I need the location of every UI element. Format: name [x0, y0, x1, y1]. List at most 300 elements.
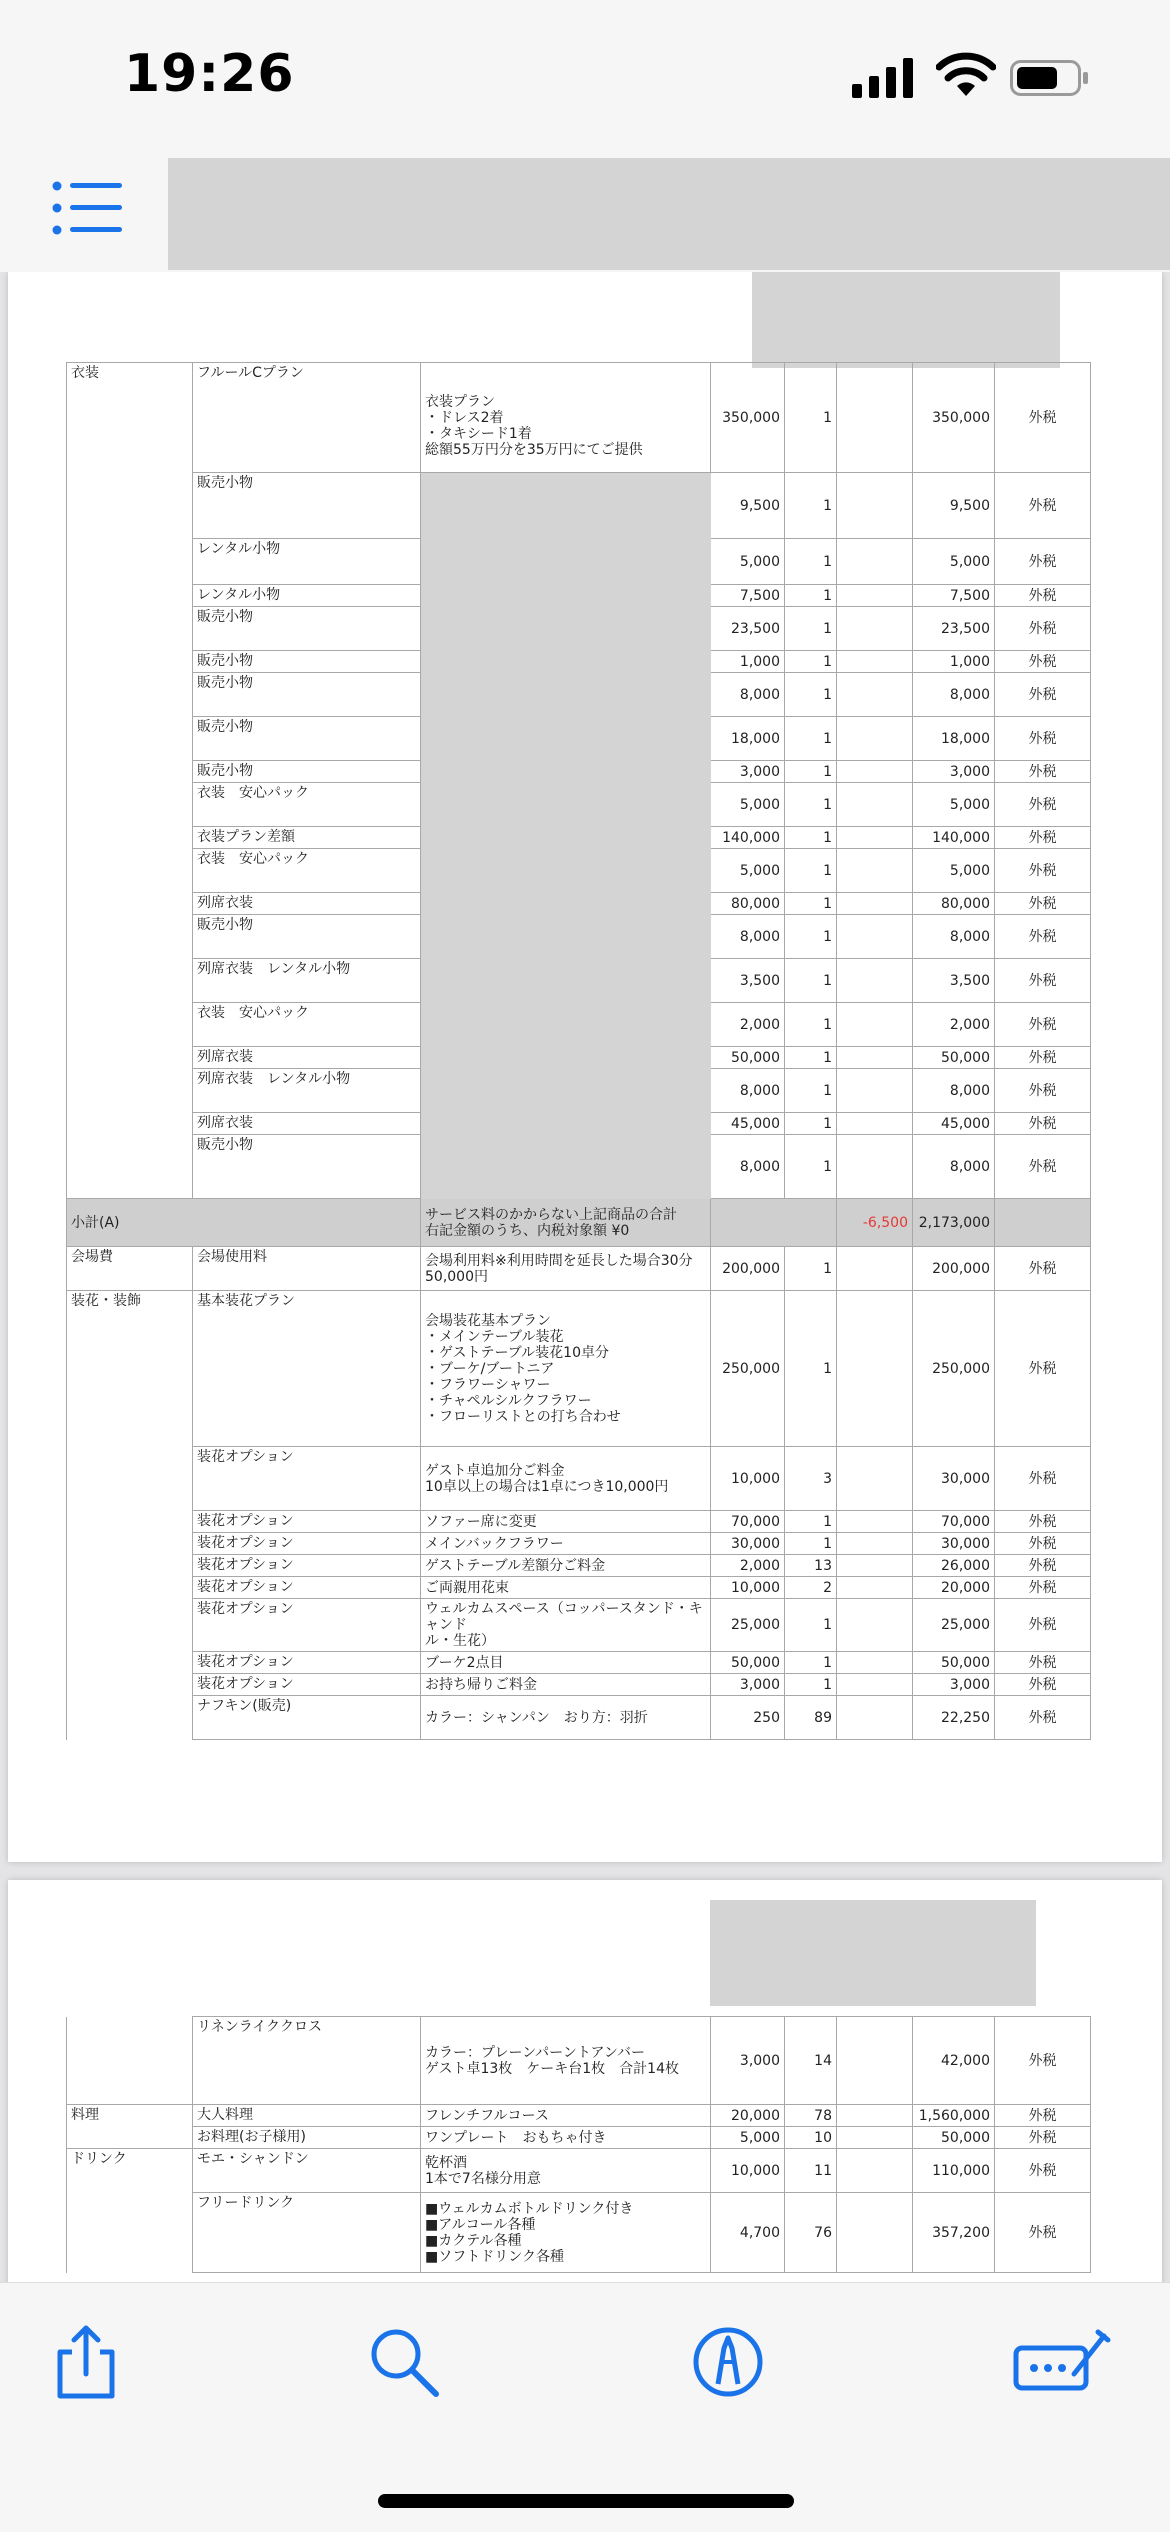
discount-cell — [837, 1291, 913, 1447]
tax-type-cell: 外税 — [995, 1652, 1091, 1674]
item-name-cell: 衣装 安心パック — [193, 849, 421, 893]
category-cell — [67, 1003, 193, 1047]
redacted-header-block — [752, 272, 1060, 368]
category-cell — [67, 1533, 193, 1555]
unit-price-cell: 50,000 — [711, 1652, 785, 1674]
amount-cell: 110,000 — [913, 2149, 995, 2193]
description-cell: フレンチフルコース — [421, 2105, 711, 2127]
discount-cell — [837, 783, 913, 827]
table-row — [67, 585, 1091, 607]
item-name-cell: 列席衣装 — [193, 1047, 421, 1069]
quantity-cell: 1 — [785, 717, 837, 761]
description-cell — [421, 585, 711, 607]
amount-cell: 5,000 — [913, 539, 995, 585]
subtotal-empty — [995, 1199, 1091, 1247]
category-cell — [67, 1599, 193, 1652]
table-row — [67, 2105, 1091, 2127]
tax-type-cell: 外税 — [995, 783, 1091, 827]
subtotal-amount: 2,173,000 — [913, 1199, 995, 1247]
list-menu-icon[interactable] — [52, 180, 124, 236]
tax-type-cell: 外税 — [995, 959, 1091, 1003]
item-name-cell: 列席衣装 レンタル小物 — [193, 1069, 421, 1113]
unit-price-cell: 8,000 — [711, 915, 785, 959]
amount-cell: 50,000 — [913, 1047, 995, 1069]
tax-type-cell: 外税 — [995, 849, 1091, 893]
item-name-cell: 販売小物 — [193, 1135, 421, 1199]
unit-price-cell: 250,000 — [711, 1291, 785, 1447]
table-row — [67, 1291, 1091, 1447]
amount-cell: 50,000 — [913, 2127, 995, 2149]
description-cell: ゲストテーブル差額分ご料金 — [421, 1555, 711, 1577]
discount-cell — [837, 1533, 913, 1555]
unit-price-cell: 8,000 — [711, 1135, 785, 1199]
item-name-cell: 販売小物 — [193, 761, 421, 783]
description-cell: ■ウェルカムボトルドリンク付き ■アルコール各種 ■カクテル各種 ■ソフトドリンク各種 — [421, 2193, 711, 2273]
cellular-signal-icon — [852, 58, 914, 98]
discount-cell — [837, 1047, 913, 1069]
tax-type-cell: 外税 — [995, 717, 1091, 761]
item-name-cell: レンタル小物 — [193, 585, 421, 607]
unit-price-cell: 10,000 — [711, 1577, 785, 1599]
table-row — [67, 1696, 1091, 1740]
table-row — [67, 761, 1091, 783]
tax-type-cell: 外税 — [995, 893, 1091, 915]
discount-cell — [837, 2127, 913, 2149]
discount-cell — [837, 539, 913, 585]
quantity-cell: 1 — [785, 1533, 837, 1555]
description-cell — [421, 539, 711, 585]
quantity-cell: 76 — [785, 2193, 837, 2273]
amount-cell: 5,000 — [913, 783, 995, 827]
discount-cell — [837, 761, 913, 783]
description-cell: カラー：シャンパン おり方：羽折 — [421, 1696, 711, 1740]
item-name-cell: 衣装 安心パック — [193, 1003, 421, 1047]
description-cell: お持ち帰りご料金 — [421, 1674, 711, 1696]
subtotal-discount: -6,500 — [837, 1199, 913, 1247]
description-cell — [421, 783, 711, 827]
unit-price-cell: 18,000 — [711, 717, 785, 761]
table-row — [67, 717, 1091, 761]
quantity-cell: 1 — [785, 959, 837, 1003]
category-cell — [67, 1696, 193, 1740]
table-row — [67, 363, 1091, 473]
tax-type-cell: 外税 — [995, 2193, 1091, 2273]
unit-price-cell: 7,500 — [711, 585, 785, 607]
category-cell — [67, 849, 193, 893]
description-cell — [421, 717, 711, 761]
wifi-icon — [936, 52, 996, 98]
description-cell: ブーケ2点目 — [421, 1652, 711, 1674]
item-name-cell: 装花オプション — [193, 1555, 421, 1577]
description-cell: 乾杯酒 1本で7名様分用意 — [421, 2149, 711, 2193]
item-name-cell: 基本装花プラン — [193, 1291, 421, 1447]
amount-cell: 1,560,000 — [913, 2105, 995, 2127]
quantity-cell: 89 — [785, 1696, 837, 1740]
description-cell — [421, 607, 711, 651]
amount-cell: 70,000 — [913, 1511, 995, 1533]
amount-cell: 3,000 — [913, 1674, 995, 1696]
item-name-cell: 装花オプション — [193, 1599, 421, 1652]
item-name-cell: レンタル小物 — [193, 539, 421, 585]
table-row — [67, 1247, 1091, 1291]
category-cell — [67, 717, 193, 761]
description-cell — [421, 1003, 711, 1047]
discount-cell — [837, 915, 913, 959]
tax-type-cell: 外税 — [995, 1533, 1091, 1555]
pdf-page-1 — [8, 272, 1162, 1862]
amount-cell: 1,000 — [913, 651, 995, 673]
item-name-cell: 列席衣装 — [193, 1113, 421, 1135]
item-name-cell: 販売小物 — [193, 717, 421, 761]
tax-type-cell: 外税 — [995, 673, 1091, 717]
category-cell — [67, 1652, 193, 1674]
quantity-cell: 14 — [785, 2017, 837, 2105]
unit-price-cell: 70,000 — [711, 1511, 785, 1533]
amount-cell: 22,250 — [913, 1696, 995, 1740]
table-row — [67, 651, 1091, 673]
unit-price-cell: 30,000 — [711, 1533, 785, 1555]
unit-price-cell: 3,000 — [711, 1674, 785, 1696]
quantity-cell: 1 — [785, 1291, 837, 1447]
category-cell: 装花・装飾 — [67, 1291, 193, 1447]
item-name-cell: 装花オプション — [193, 1447, 421, 1511]
unit-price-cell: 10,000 — [711, 1447, 785, 1511]
description-cell: ウェルカムスペース（コッパースタンド・キャンド ル・生花） — [421, 1599, 711, 1652]
discount-cell — [837, 1135, 913, 1199]
item-name-cell: 販売小物 — [193, 607, 421, 651]
item-name-cell: お料理(お子様用) — [193, 2127, 421, 2149]
unit-price-cell: 200,000 — [711, 1247, 785, 1291]
table-row — [67, 1447, 1091, 1511]
quantity-cell: 1 — [785, 1511, 837, 1533]
amount-cell: 3,500 — [913, 959, 995, 1003]
unit-price-cell: 20,000 — [711, 2105, 785, 2127]
item-name-cell: 会場使用料 — [193, 1247, 421, 1291]
quantity-cell: 1 — [785, 1674, 837, 1696]
category-cell — [67, 2127, 193, 2149]
table-row — [67, 1652, 1091, 1674]
table-row — [67, 1674, 1091, 1696]
category-cell — [67, 473, 193, 539]
tax-type-cell: 外税 — [995, 473, 1091, 539]
unit-price-cell: 8,000 — [711, 1069, 785, 1113]
quantity-cell: 1 — [785, 673, 837, 717]
category-cell — [67, 651, 193, 673]
discount-cell — [837, 2017, 913, 2105]
description-cell — [421, 651, 711, 673]
unit-price-cell: 80,000 — [711, 893, 785, 915]
table-row — [67, 915, 1091, 959]
item-name-cell: フルールCプラン — [193, 363, 421, 473]
estimate-table-page-1 — [66, 362, 1091, 1740]
description-cell — [421, 673, 711, 717]
quantity-cell: 1 — [785, 1652, 837, 1674]
quantity-cell: 1 — [785, 1069, 837, 1113]
discount-cell — [837, 1447, 913, 1511]
unit-price-cell: 3,000 — [711, 761, 785, 783]
discount-cell — [837, 2105, 913, 2127]
item-name-cell: 装花オプション — [193, 1577, 421, 1599]
tax-type-cell: 外税 — [995, 1447, 1091, 1511]
subtotal-label: 小計(A) — [67, 1199, 421, 1247]
description-cell — [421, 1135, 711, 1199]
quantity-cell: 1 — [785, 363, 837, 473]
home-indicator[interactable] — [378, 2494, 794, 2508]
category-cell — [67, 1447, 193, 1511]
unit-price-cell: 25,000 — [711, 1599, 785, 1652]
amount-cell: 30,000 — [913, 1447, 995, 1511]
table-row — [67, 1577, 1091, 1599]
table-row — [67, 2017, 1091, 2105]
tax-type-cell: 外税 — [995, 1247, 1091, 1291]
redacted-header-block — [710, 1900, 1036, 2006]
tax-type-cell: 外税 — [995, 607, 1091, 651]
item-name-cell: 販売小物 — [193, 651, 421, 673]
amount-cell: 200,000 — [913, 1247, 995, 1291]
unit-price-cell: 8,000 — [711, 673, 785, 717]
quantity-cell: 1 — [785, 473, 837, 539]
table-row — [67, 2127, 1091, 2149]
quantity-cell: 78 — [785, 2105, 837, 2127]
item-name-cell: 販売小物 — [193, 473, 421, 539]
category-cell — [67, 1511, 193, 1533]
amount-cell: 25,000 — [913, 1599, 995, 1652]
description-cell — [421, 761, 711, 783]
discount-cell — [837, 827, 913, 849]
amount-cell: 45,000 — [913, 1113, 995, 1135]
category-cell — [67, 2017, 193, 2105]
table-row — [67, 1113, 1091, 1135]
discount-cell — [837, 1652, 913, 1674]
unit-price-cell: 5,000 — [711, 539, 785, 585]
table-row — [67, 849, 1091, 893]
tax-type-cell: 外税 — [995, 1291, 1091, 1447]
category-cell — [67, 1069, 193, 1113]
amount-cell: 80,000 — [913, 893, 995, 915]
unit-price-cell: 10,000 — [711, 2149, 785, 2193]
item-name-cell: 装花オプション — [193, 1674, 421, 1696]
unit-price-cell: 3,500 — [711, 959, 785, 1003]
tax-type-cell: 外税 — [995, 1003, 1091, 1047]
amount-cell: 8,000 — [913, 1069, 995, 1113]
discount-cell — [837, 849, 913, 893]
description-cell: ゲスト卓追加分ご料金 10卓以上の場合は1卓につき10,000円 — [421, 1447, 711, 1511]
amount-cell: 50,000 — [913, 1652, 995, 1674]
tax-type-cell: 外税 — [995, 1555, 1091, 1577]
quantity-cell: 1 — [785, 1047, 837, 1069]
category-cell — [67, 1135, 193, 1199]
tax-type-cell: 外税 — [995, 1577, 1091, 1599]
amount-cell: 8,000 — [913, 673, 995, 717]
subtotal-row — [67, 1199, 1091, 1247]
table-row — [67, 607, 1091, 651]
tax-type-cell: 外税 — [995, 1047, 1091, 1069]
table-row — [67, 1599, 1091, 1652]
tax-type-cell: 外税 — [995, 915, 1091, 959]
category-cell — [67, 827, 193, 849]
description-cell: メインバックフラワー — [421, 1533, 711, 1555]
quantity-cell: 3 — [785, 1447, 837, 1511]
amount-cell: 8,000 — [913, 915, 995, 959]
amount-cell: 23,500 — [913, 607, 995, 651]
item-name-cell: 販売小物 — [193, 915, 421, 959]
quantity-cell: 11 — [785, 2149, 837, 2193]
estimate-table-page-2 — [66, 2016, 1091, 2273]
amount-cell: 26,000 — [913, 1555, 995, 1577]
unit-price-cell: 3,000 — [711, 2017, 785, 2105]
quantity-cell: 1 — [785, 607, 837, 651]
discount-cell — [837, 959, 913, 1003]
tax-type-cell: 外税 — [995, 1599, 1091, 1652]
share-icon[interactable] — [46, 2322, 126, 2402]
description-cell — [421, 1069, 711, 1113]
unit-price-cell: 250 — [711, 1696, 785, 1740]
tax-type-cell: 外税 — [995, 2127, 1091, 2149]
unit-price-cell: 350,000 — [711, 363, 785, 473]
description-cell: カラー：プレーンパーントアンバー ゲスト卓13枚 ケーキ台1枚 合計14枚 — [421, 2017, 711, 2105]
category-cell: ドリンク — [67, 2149, 193, 2193]
unit-price-cell: 5,000 — [711, 849, 785, 893]
tax-type-cell: 外税 — [995, 539, 1091, 585]
amount-cell: 357,200 — [913, 2193, 995, 2273]
discount-cell — [837, 651, 913, 673]
subtotal-empty — [711, 1199, 837, 1247]
item-name-cell: 装花オプション — [193, 1652, 421, 1674]
status-time: 19:26 — [124, 44, 295, 104]
tax-type-cell: 外税 — [995, 761, 1091, 783]
discount-cell — [837, 1069, 913, 1113]
unit-price-cell: 1,000 — [711, 651, 785, 673]
discount-cell — [837, 1674, 913, 1696]
discount-cell — [837, 363, 913, 473]
tax-type-cell: 外税 — [995, 1674, 1091, 1696]
amount-cell: 350,000 — [913, 363, 995, 473]
category-cell — [67, 2193, 193, 2273]
quantity-cell: 2 — [785, 1577, 837, 1599]
table-row — [67, 1533, 1091, 1555]
tax-type-cell: 外税 — [995, 2017, 1091, 2105]
unit-price-cell: 9,500 — [711, 473, 785, 539]
item-name-cell: 大人料理 — [193, 2105, 421, 2127]
quantity-cell: 1 — [785, 827, 837, 849]
quantity-cell: 1 — [785, 893, 837, 915]
tax-type-cell: 外税 — [995, 2149, 1091, 2193]
category-cell: 会場費 — [67, 1247, 193, 1291]
amount-cell: 30,000 — [913, 1533, 995, 1555]
category-cell — [67, 783, 193, 827]
item-name-cell: 装花オプション — [193, 1533, 421, 1555]
quantity-cell: 1 — [785, 1113, 837, 1135]
category-cell — [67, 539, 193, 585]
table-row — [67, 1135, 1091, 1199]
item-name-cell: モエ・シャンドン — [193, 2149, 421, 2193]
quantity-cell: 1 — [785, 1135, 837, 1199]
discount-cell — [837, 1113, 913, 1135]
unit-price-cell: 45,000 — [711, 1113, 785, 1135]
category-cell — [67, 959, 193, 1003]
category-cell — [67, 1577, 193, 1599]
item-name-cell: 列席衣装 レンタル小物 — [193, 959, 421, 1003]
amount-cell: 140,000 — [913, 827, 995, 849]
table-row — [67, 1047, 1091, 1069]
item-name-cell: 衣装プラン差額 — [193, 827, 421, 849]
amount-cell: 7,500 — [913, 585, 995, 607]
discount-cell — [837, 2193, 913, 2273]
table-row — [67, 1511, 1091, 1533]
discount-cell — [837, 607, 913, 651]
description-cell — [421, 893, 711, 915]
amount-cell: 3,000 — [913, 761, 995, 783]
discount-cell — [837, 1577, 913, 1599]
document-scroll-area[interactable] — [0, 272, 1170, 2282]
description-cell — [421, 959, 711, 1003]
discount-cell — [837, 717, 913, 761]
category-cell: 料理 — [67, 2105, 193, 2127]
item-name-cell: 衣装 安心パック — [193, 783, 421, 827]
quantity-cell: 1 — [785, 761, 837, 783]
description-cell: 会場利用料※利用時間を延長した場合30分 50,000円 — [421, 1247, 711, 1291]
quantity-cell: 1 — [785, 915, 837, 959]
tax-type-cell: 外税 — [995, 1135, 1091, 1199]
tax-type-cell: 外税 — [995, 1069, 1091, 1113]
amount-cell: 18,000 — [913, 717, 995, 761]
category-cell — [67, 1674, 193, 1696]
quantity-cell: 1 — [785, 1599, 837, 1652]
category-cell — [67, 1047, 193, 1069]
category-cell — [67, 1555, 193, 1577]
signature-icon[interactable] — [1012, 2322, 1112, 2402]
description-cell: ご両親用花束 — [421, 1577, 711, 1599]
category-cell — [67, 673, 193, 717]
description-cell: 会場装花基本プラン ・メインテーブル装花 ・ゲストテーブル装花10卓分 ・ブーケ/ブートニア ・フラワーシャワー ・チャペルシルクフラワー ・フローリストとの打ち合わせ — [421, 1291, 711, 1447]
category-cell — [67, 1113, 193, 1135]
quantity-cell: 1 — [785, 1003, 837, 1047]
quantity-cell: 1 — [785, 651, 837, 673]
tax-type-cell: 外税 — [995, 585, 1091, 607]
tax-type-cell: 外税 — [995, 2105, 1091, 2127]
category-cell: 衣装 — [67, 363, 193, 473]
table-row — [67, 1555, 1091, 1577]
markup-pen-icon[interactable] — [688, 2322, 768, 2402]
table-row — [67, 783, 1091, 827]
description-cell — [421, 1047, 711, 1069]
discount-cell — [837, 673, 913, 717]
unit-price-cell: 5,000 — [711, 2127, 785, 2149]
search-icon[interactable] — [364, 2322, 444, 2402]
category-cell — [67, 585, 193, 607]
category-cell — [67, 761, 193, 783]
description-cell — [421, 473, 711, 539]
amount-cell: 20,000 — [913, 1577, 995, 1599]
tax-type-cell: 外税 — [995, 1113, 1091, 1135]
discount-cell — [837, 473, 913, 539]
amount-cell: 9,500 — [913, 473, 995, 539]
item-name-cell: リネンライククロス — [193, 2017, 421, 2105]
quantity-cell: 1 — [785, 1247, 837, 1291]
description-cell: ワンプレート おもちゃ付き — [421, 2127, 711, 2149]
tax-type-cell: 外税 — [995, 827, 1091, 849]
table-row — [67, 893, 1091, 915]
discount-cell — [837, 1696, 913, 1740]
table-row — [67, 827, 1091, 849]
item-name-cell: 販売小物 — [193, 673, 421, 717]
discount-cell — [837, 1003, 913, 1047]
quantity-cell: 13 — [785, 1555, 837, 1577]
quantity-cell: 10 — [785, 2127, 837, 2149]
table-row — [67, 539, 1091, 585]
amount-cell: 5,000 — [913, 849, 995, 893]
quantity-cell: 1 — [785, 585, 837, 607]
